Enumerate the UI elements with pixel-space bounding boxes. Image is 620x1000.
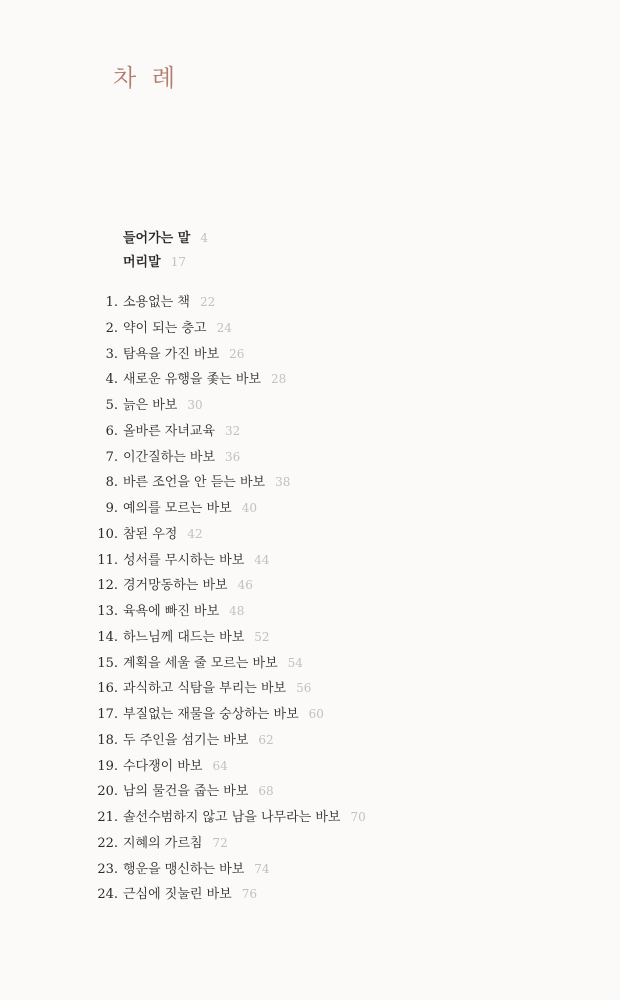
toc-entry [92,625,366,651]
entry-label: 수다쟁이 바보 [123,758,203,774]
page-number: 17 [170,255,186,269]
entry-number: 13. [97,604,118,619]
entry-number: 18. [97,732,118,748]
entry-number: 9. [105,501,118,516]
entry-label: 육욕에 빠진 바보 [123,604,220,619]
toc-entry [92,831,366,857]
toc-entry [92,522,366,548]
page-number: 22 [199,295,216,309]
toc-entry [92,779,366,805]
entry-number: 21. [97,810,118,825]
entry-number: 11. [97,552,118,568]
page-number: 74 [254,861,270,876]
entry-label: 부질없는 재물을 숭상하는 바보 [123,707,299,722]
page-number: 52 [254,629,270,644]
page-number: 36 [225,449,241,464]
entry-label: 늙은 바보 [123,398,178,413]
entry-number: 4. [105,372,118,388]
entry-label: 과식하고 식탐을 부리는 바보 [123,681,287,697]
page-number: 38 [275,475,291,490]
toc-entry [92,316,366,342]
toc-entry [92,393,366,419]
entry-label: 약이 되는 충고 [123,320,207,336]
entry-number: 6. [105,423,118,439]
entry-label: 남의 물건을 줍는 바보 [123,784,249,800]
page-number: 76 [241,887,258,902]
page-title: 차 례 [113,64,179,92]
toc-entry [92,805,366,831]
entry-label: 올바른 자녀교육 [123,423,216,439]
entry-label: 행운을 맹신하는 바보 [123,861,245,877]
toc-entry [92,754,366,780]
page-number: 60 [308,707,324,721]
toc-entry [92,419,366,445]
front-matter-item [123,250,208,274]
toc-entry [92,290,366,316]
toc-entry [92,651,366,677]
entry-label: 근심에 짓눌린 바보 [123,887,232,903]
page-number: 32 [225,423,241,438]
entry-label: 두 주인을 섬기는 바보 [123,732,249,748]
page-number: 54 [287,655,303,670]
entry-label: 바른 조언을 안 듣는 바보 [123,475,266,491]
toc-entry [92,496,366,522]
entry-number: 1. [105,295,118,310]
toc-entry [92,676,366,702]
entry-label: 소용없는 책 [123,295,190,310]
entry-number: 5. [105,398,118,413]
toc-entry [92,599,366,625]
entry-number: 24. [97,887,118,903]
page-number: 42 [187,526,203,541]
page-number: 44 [254,552,270,567]
entry-label: 탐욕을 가진 바보 [123,346,220,362]
toc-entry [92,548,366,574]
entry-number: 12. [97,578,118,594]
entry-number: 2. [105,320,118,336]
entry-label: 지혜의 가르침 [123,835,203,851]
entry-label: 들어가는 말 [123,231,191,246]
entry-label: 계획을 세울 줄 모르는 바보 [123,655,278,671]
entry-label: 이간질하는 바보 [123,449,216,465]
page-number: 4 [200,231,208,245]
entry-label: 참된 우정 [123,526,178,542]
toc-entry [92,857,366,883]
entry-label: 하느님께 대드는 바보 [123,629,245,645]
entry-label: 예의를 모르는 바보 [123,501,232,516]
page-number: 62 [258,732,274,747]
entry-number: 10. [97,526,118,542]
entry-number: 17. [97,707,118,722]
entry-number: 7. [105,449,118,465]
entry-label: 새로운 유행을 좇는 바보 [123,372,261,388]
entry-number: 15. [97,655,118,671]
entry-number: 20. [97,784,118,800]
page-number: 26 [229,346,245,361]
entry-label: 머리말 [123,255,161,270]
entry-number: 3. [105,346,118,362]
entry-number: 23. [97,861,118,877]
entry-number: 8. [105,475,118,491]
toc-entry [92,882,366,908]
page-number: 68 [258,784,274,799]
toc-entry [92,573,366,599]
toc-entry [92,702,366,728]
entry-label: 솔선수범하지 않고 남을 나무라는 바보 [123,810,341,825]
page-number: 56 [296,681,312,696]
entry-number: 16. [97,681,118,697]
toc-entry [92,342,366,368]
page-number: 30 [187,398,203,412]
toc-entry [92,728,366,754]
page-number: 28 [270,372,287,387]
page-number: 64 [212,758,228,773]
front-matter-list [123,226,208,274]
entry-label: 경거망동하는 바보 [123,578,228,594]
entry-number: 19. [97,758,118,774]
page-number: 72 [212,835,228,850]
page-number: 48 [229,604,245,618]
page-number: 70 [350,810,366,824]
entry-number: 22. [97,835,118,851]
toc-entry [92,367,366,393]
entry-label: 성서를 무시하는 바보 [123,552,245,568]
page-number: 46 [237,578,253,593]
toc-list [92,290,366,908]
toc-entry [92,470,366,496]
page-number: 40 [241,501,258,515]
front-matter-item [123,226,208,250]
page-number: 24 [216,320,232,335]
toc-entry [92,445,366,471]
entry-number: 14. [97,629,118,645]
